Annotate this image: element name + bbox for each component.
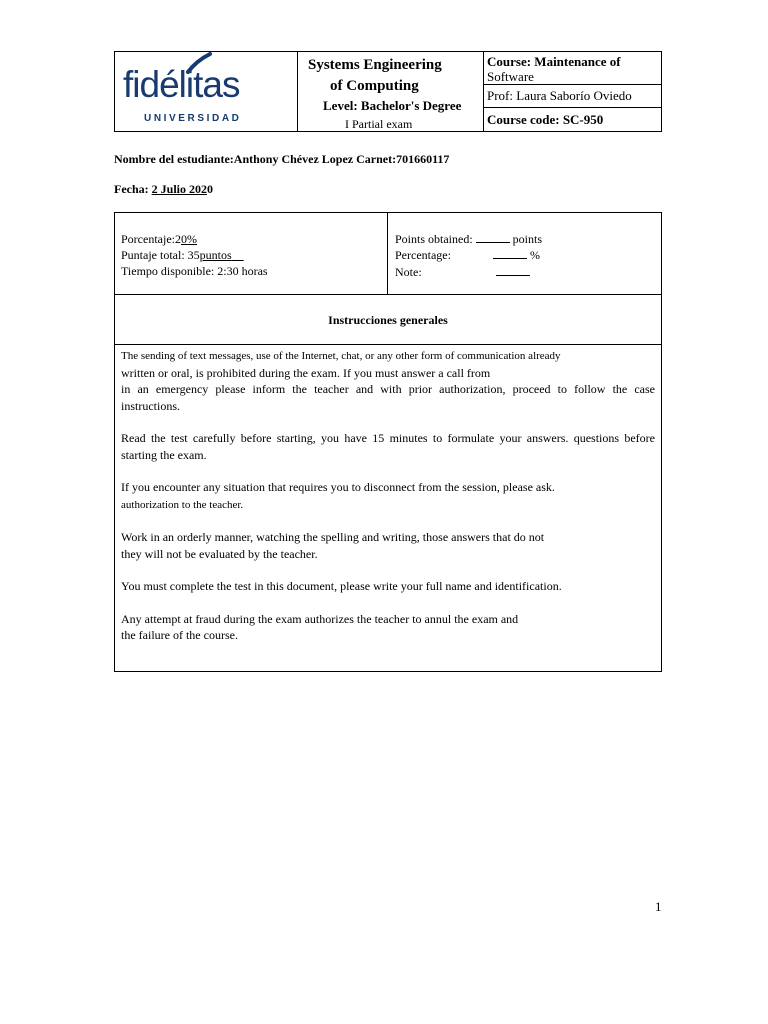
score-fields-cell bbox=[388, 213, 661, 294]
instruction-paragraph: The sending of text messages, use of the Internet, chat, or any other form of communication already written or oral, is prohibited during the exam. If you must answer a call from in an emergency please inform the teacher and with prior authorization, proceed to follow the case instructions. bbox=[121, 350, 655, 413]
instruction-paragraph: Work in an orderly manner, watching the spelling and writing, those answers that do not they will not be evaluated by the teacher. bbox=[121, 530, 545, 561]
date-value: 2 Julio 202 bbox=[151, 182, 207, 196]
puntaje-line bbox=[121, 247, 387, 263]
points-blank[interactable] bbox=[476, 242, 510, 243]
puntaje-value: puntos bbox=[199, 248, 232, 262]
porcentaje-label: Porcentaje:2 bbox=[121, 232, 181, 246]
course-name bbox=[484, 52, 661, 85]
percentage-label: Percentage: bbox=[395, 248, 451, 262]
instructions-body bbox=[121, 347, 655, 660]
points-label: Points obtained: bbox=[395, 232, 473, 246]
date-label: Fecha: bbox=[114, 182, 149, 196]
course-info-cell bbox=[484, 52, 661, 131]
porcentaje-value: 0% bbox=[180, 232, 197, 246]
exam-values-cell bbox=[115, 213, 388, 294]
student-name-line: Nombre del estudiante:Anthony Chévez Lopez Carnet:701660117 bbox=[114, 152, 450, 166]
percentage-blank[interactable] bbox=[493, 258, 527, 259]
instruction-paragraph: Read the test carefully before starting, you have 15 minutes to formulate your answers. questions before starting the exam. bbox=[121, 431, 655, 462]
points-suffix: points bbox=[512, 232, 543, 246]
porcentaje-line bbox=[121, 231, 387, 247]
course-name-rest: Software bbox=[487, 69, 534, 84]
course-code: Course code: SC-950 bbox=[487, 112, 604, 127]
level-text: Level: Bachelor's Degree bbox=[323, 98, 462, 113]
program-title: Systems Engineering bbox=[308, 57, 442, 73]
instruction-paragraph: If you encounter any situation that requires you to disconnect from the session, please ask. authorization to the teacher. bbox=[121, 480, 555, 511]
instruction-paragraph: You must complete the test in this document, please write your full name and identification. bbox=[121, 579, 562, 593]
course-label: Course: Maintenance of bbox=[487, 54, 621, 69]
tiempo-line: Tiempo disponible: 2:30 horas bbox=[121, 264, 268, 278]
header-table bbox=[114, 51, 662, 132]
percentage-line bbox=[395, 247, 661, 263]
date-tail: 0 bbox=[207, 182, 213, 196]
logo-subtitle: UNIVERSIDAD bbox=[144, 113, 242, 124]
program-title-line2: of Computing bbox=[330, 78, 419, 94]
scores-row bbox=[115, 213, 661, 295]
exam-name: I Partial exam bbox=[345, 117, 413, 131]
puntaje-label: Puntaje total: 35 bbox=[121, 248, 200, 262]
page-number: 1 bbox=[655, 899, 662, 914]
logo-wordmark: fidélitas bbox=[123, 64, 240, 105]
points-obtained-line bbox=[395, 231, 661, 247]
percentage-suffix: % bbox=[529, 248, 540, 262]
professor: Prof: Laura Saborío Oviedo bbox=[484, 85, 661, 108]
date-line bbox=[114, 182, 213, 197]
note-blank[interactable] bbox=[496, 263, 530, 276]
note-label: Note: bbox=[395, 265, 422, 279]
instructions-heading: Instrucciones generales bbox=[115, 295, 661, 345]
exam-info-table bbox=[114, 212, 662, 672]
title-cell bbox=[298, 52, 484, 131]
note-line bbox=[395, 263, 661, 280]
logo-cell bbox=[115, 52, 298, 131]
instruction-paragraph: Any attempt at fraud during the exam authorizes the teacher to annul the exam and the failure of the course. bbox=[121, 611, 519, 642]
